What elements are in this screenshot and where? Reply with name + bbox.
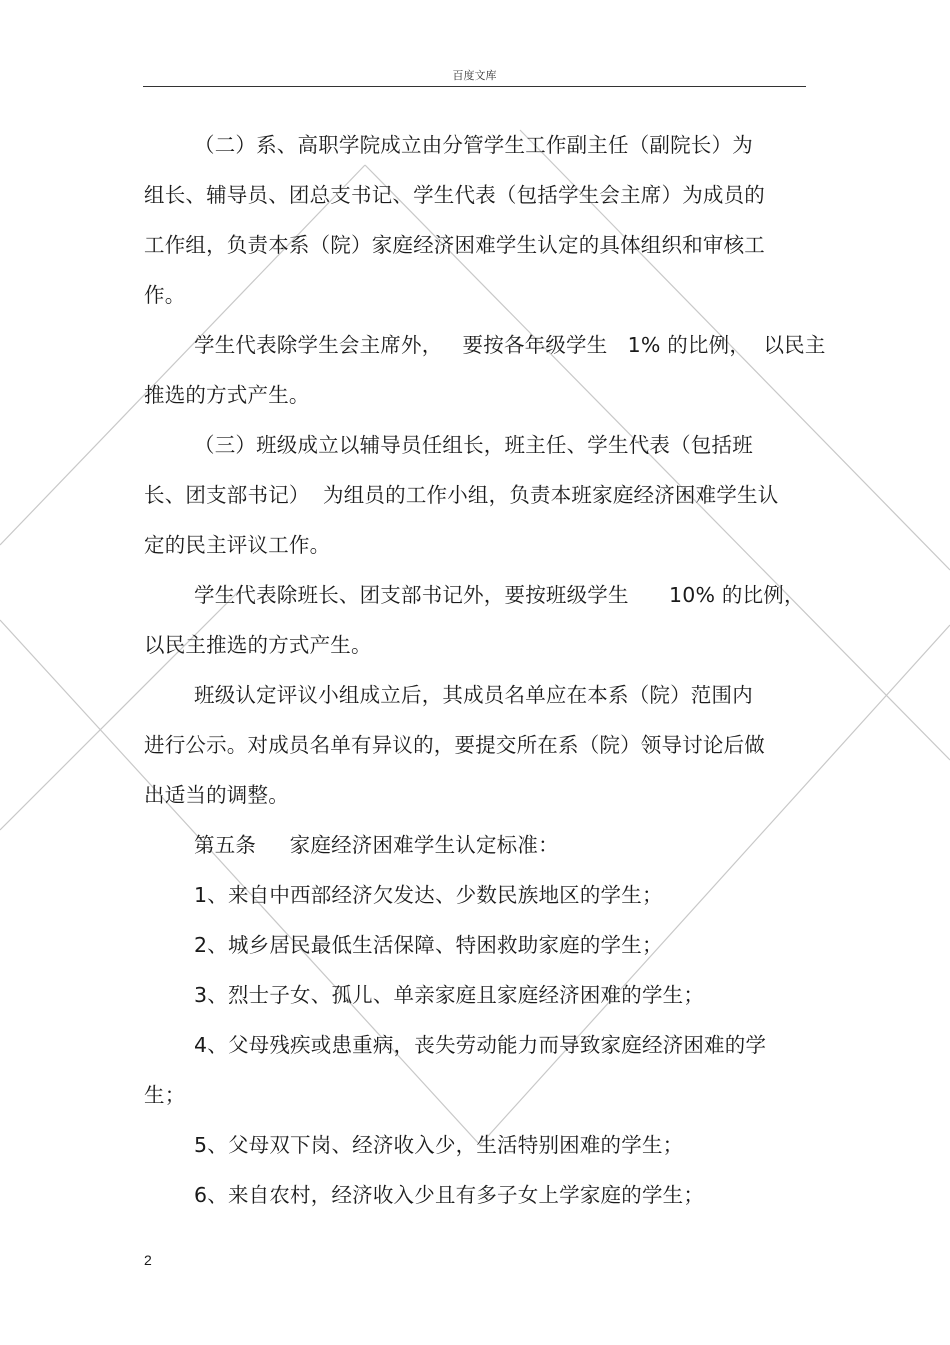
header-title: 百度文库: [452, 69, 497, 82]
text-line: 定的民主评议工作。: [144, 533, 331, 557]
text-line: 工作组，负责本系（院）家庭经济困难学生认定的具体组织和审核工: [144, 233, 765, 257]
page-number: 2: [144, 1252, 152, 1268]
text-line: 长、团支部书记） 为组员的工作小组，负责本班家庭经济困难学生认: [144, 483, 779, 507]
text-line: 5、父母双下岗、经济收入少，生活特别困难的学生；: [194, 1133, 684, 1157]
text-line: 1、来自中西部经济欠发达、少数民族地区的学生；: [194, 883, 663, 907]
text-line: 出适当的调整。: [144, 783, 289, 807]
page-header: [143, 66, 806, 87]
text-line: 进行公示。对成员名单有异议的，要提交所在系（院）领导讨论后做: [144, 733, 765, 757]
text-line: 2、城乡居民最低生活保障、特困救助家庭的学生；: [194, 933, 663, 957]
text-line: 4、父母残疾或患重病，丧失劳动能力而导致家庭经济困难的学: [194, 1033, 767, 1057]
text-line: （三）班级成立以辅导员任组长，班主任、学生代表（包括班: [194, 433, 753, 457]
text-line: 生；: [144, 1083, 186, 1107]
text-line: 第五条 家庭经济困难学生认定标准：: [194, 833, 559, 857]
text-line: 推选的方式产生。: [144, 383, 310, 407]
text-line: 3、烈士子女、孤儿、单亲家庭且家庭经济困难的学生；: [194, 983, 705, 1007]
text-line: （二）系、高职学院成立由分管学生工作副主任（副院长）为: [194, 133, 753, 157]
text-line: 班级认定评议小组成立后，其成员名单应在本系（院）范围内: [194, 683, 753, 707]
text-line: 学生代表除班长、团支部书记外，要按班级学生 10% 的比例，: [194, 583, 805, 607]
text-line: 以民主推选的方式产生。: [144, 633, 372, 657]
text-line: 作。: [144, 283, 186, 307]
text-line: 6、来自农村，经济收入少且有多子女上学家庭的学生；: [194, 1183, 705, 1207]
text-line: 组长、辅导员、团总支书记、学生代表（包括学生会主席）为成员的: [144, 183, 765, 207]
text-line: 学生代表除学生会主席外， 要按各年级学生 1% 的比例， 以民主: [194, 333, 826, 357]
